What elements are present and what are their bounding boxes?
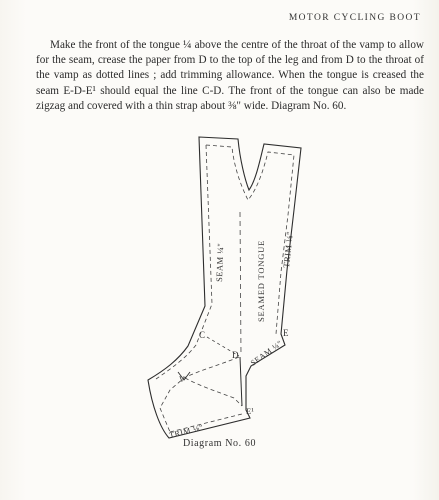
body-paragraph: Make the front of the tongue ¼ above the centre of the throat of the vamp to allow for the seam, crease the paper from D to the top of the leg and from D to the throat of the vamp as dotted lines ; add trimming allowance. When the tongue is creased the seam E-D-E¹ should equal the line C-D. The front of the tongue can also be made zigzag and covered with a thin strap about ⅜" wide. Diagram No. 60. xyxy=(36,39,424,112)
pattern-outline xyxy=(148,137,301,438)
crease-line-vamp xyxy=(160,357,239,432)
label-point-e1: E¹ xyxy=(246,406,254,416)
label-trim-bottom: TRIM ⅛" xyxy=(168,422,205,440)
running-head: MOTOR CYCLING BOOT xyxy=(288,13,421,23)
diagram-caption: Diagram No. 60 xyxy=(182,438,257,449)
seam-allowance-line xyxy=(206,145,294,334)
label-point-c: C xyxy=(199,330,206,340)
vamp-inner-line xyxy=(185,378,242,406)
label-point-v: V xyxy=(179,375,185,384)
label-trim-right: TRIM ⅛" xyxy=(281,230,295,269)
line-d-e1 xyxy=(240,357,242,406)
label-seam-left: SEAM ¼" xyxy=(214,242,226,283)
label-seam-lower: SEAM ¼" xyxy=(248,338,285,368)
label-point-d: D xyxy=(232,350,239,360)
label-point-e: E xyxy=(283,328,289,338)
crease-line-leg xyxy=(240,212,241,356)
label-seamed-tongue: SEAMED TONGUE xyxy=(256,239,266,322)
